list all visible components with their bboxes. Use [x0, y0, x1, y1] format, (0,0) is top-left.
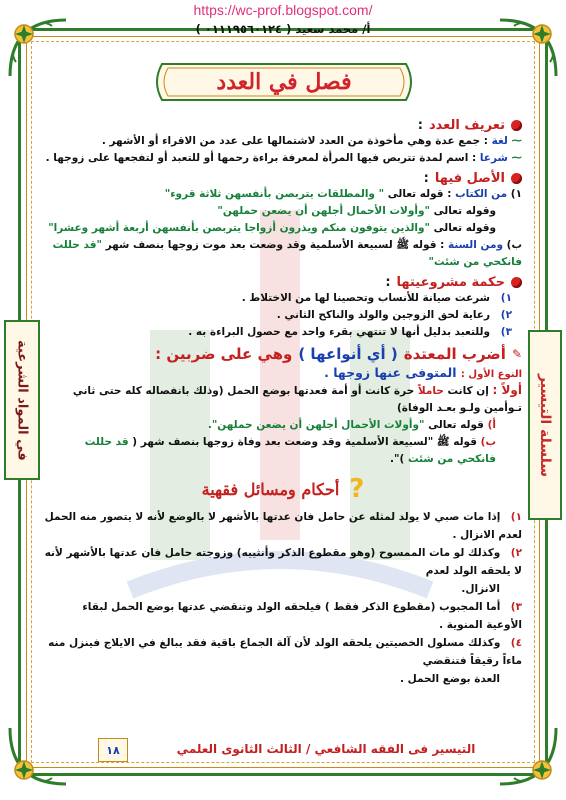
origin-sunnah: ب) ومن السنة : قوله ﷺ لسبيعة الأسلمية وقد وضعت بعد موت زوجها بنصف شهر "قد حللت فانكحي من شئت" [52, 239, 522, 268]
blog-url[interactable]: https://wc-prof.blogspot.com/ [193, 2, 373, 18]
definition-shar: ⁓ شرعا : اسم لمدة تتربص فيها المرأة لمعرفة براءة رحمها أو للتعبد أو لتفجعها على زوجها . [45, 152, 522, 164]
fiqh-heading: ? أحكام ومسائل فقهية [201, 474, 365, 504]
section-wisdom-heading: حكمة مشروعيتها : [44, 275, 522, 290]
section-definition-heading: تعريف العدد : [44, 118, 522, 133]
definition-lugha: ⁓ لغة : جمع عدة وهي مأخوذة من العدد لاشتمالها على عدد من الاقراء أو الأشهر . [101, 135, 522, 147]
origin-quran: ١) من الكتاب : قوله تعالى " والمطلقات يتربصن بأنفسهن ثلاثة قروء" [164, 188, 522, 200]
wisdom-item: ٣) وللتعبد بدليل أنها لا تنتهي بقرء واحد مع حصول البراءة به . [188, 326, 512, 338]
main-content [44, 114, 522, 688]
types-heading: ✎ أضرب المعتدة ( أي أنواعها ) وهي على ضربين : [155, 345, 522, 363]
side-ribbon-right-text: سلسلة التيسير [537, 373, 553, 477]
type-one-proof-a: أ) قوله تعالى "وأولات الأحمال أجلهن أن يضعن حملهن". [207, 419, 496, 431]
red-bullet-icon [511, 120, 522, 131]
fiqh-item: ٣) أما المجبوب (مقطوع الذكر فقط ) فيلحقه الولد وتنقضي عدتها بوضع الحمل لبقاء الأوعية المنوية . [82, 601, 522, 631]
page-number-badge: ١٨ [98, 738, 128, 762]
arrow-icon: ⁓ [511, 152, 522, 164]
question-mark-icon: ? [349, 474, 365, 504]
fiqh-item-continued: الانزال. [461, 583, 500, 595]
corner-ornament-icon [496, 724, 560, 788]
wisdom-item: ٢) رعاية لحق الزوجين والولد والناكح الثاني . [276, 309, 512, 321]
origin-verse-3: وقوله تعالى "والذين يتوفون منكم ويذرون أزواجا يتربصن بأنفسهن أربعة أشهر وعشرا" [48, 222, 496, 234]
corner-ornament-icon [6, 724, 70, 788]
type-one-proof-b: ب) قوله ﷺ "لسبيعة الأسلمية وقد وضعت بعد وفاة زوجها بنصف شهر ( قد حللت فانكحي من شئت )". [84, 436, 496, 465]
origin-verse-2: وقوله تعالى "وأولات الأحمال أجلهن أن يضعن حملهن" [217, 205, 496, 217]
red-bullet-icon [511, 277, 522, 288]
arrow-icon: ⁓ [511, 135, 522, 147]
fiqh-item: ١) إذا مات صبي لا يولد لمثله عن حامل فان عدتها بالأشهر لا بالوضع لأنه لا يتصور منه الحمل لعدم الانزال . [44, 511, 522, 541]
type-one-point: أولاً : إن كانت حاملاً حرة كانت أو أمة فعدتها بوضع الحمل (وذلك بانفصاله كله حتى ثاني تـوأمين ولـو بعـد الوفاة) [72, 383, 522, 414]
fiqh-item: ٤) وكذلك مسلول الخصيتين يلحقه الولد لأن آلة الجماع باقية فقد يبالغ في الايلاج فينزل منه ماءاً رقيقاً فتنقضي [48, 637, 522, 667]
red-bullet-icon [511, 173, 522, 184]
side-ribbon-left [4, 320, 40, 480]
author-line: أ/ محمد سعيد ( ٠١١١٩٥٦٠١٢٤ ) [195, 22, 371, 36]
side-ribbon-left-text: في المواد الشرعية [14, 339, 30, 461]
pen-icon: ✎ [511, 347, 522, 361]
footer-text: التيسير فى الفقه الشافعي / الثالث الثانوى العلمي [176, 742, 476, 756]
side-ribbon-right [528, 330, 562, 520]
wisdom-item: ١) شرعت صيانة للأنساب وتحصينا لها من الاختلاط . [241, 292, 512, 304]
fiqh-item-continued: العدة بوضع الحمل . [399, 673, 500, 685]
section-origin-heading: الأصل فيها : [44, 171, 522, 186]
page-title: فصل في العدد [216, 69, 352, 95]
fiqh-item: ٢) وكذلك لو مات الممسوح (وهو مقطوع الذكر وأنثييه) وزوجته حامل فان عدتها بالأشهر لأنه لا يلحقه الولد لعدم [44, 547, 522, 577]
type-one-heading: النوع الأول : المتوفى عنها زوجها . [324, 365, 522, 380]
